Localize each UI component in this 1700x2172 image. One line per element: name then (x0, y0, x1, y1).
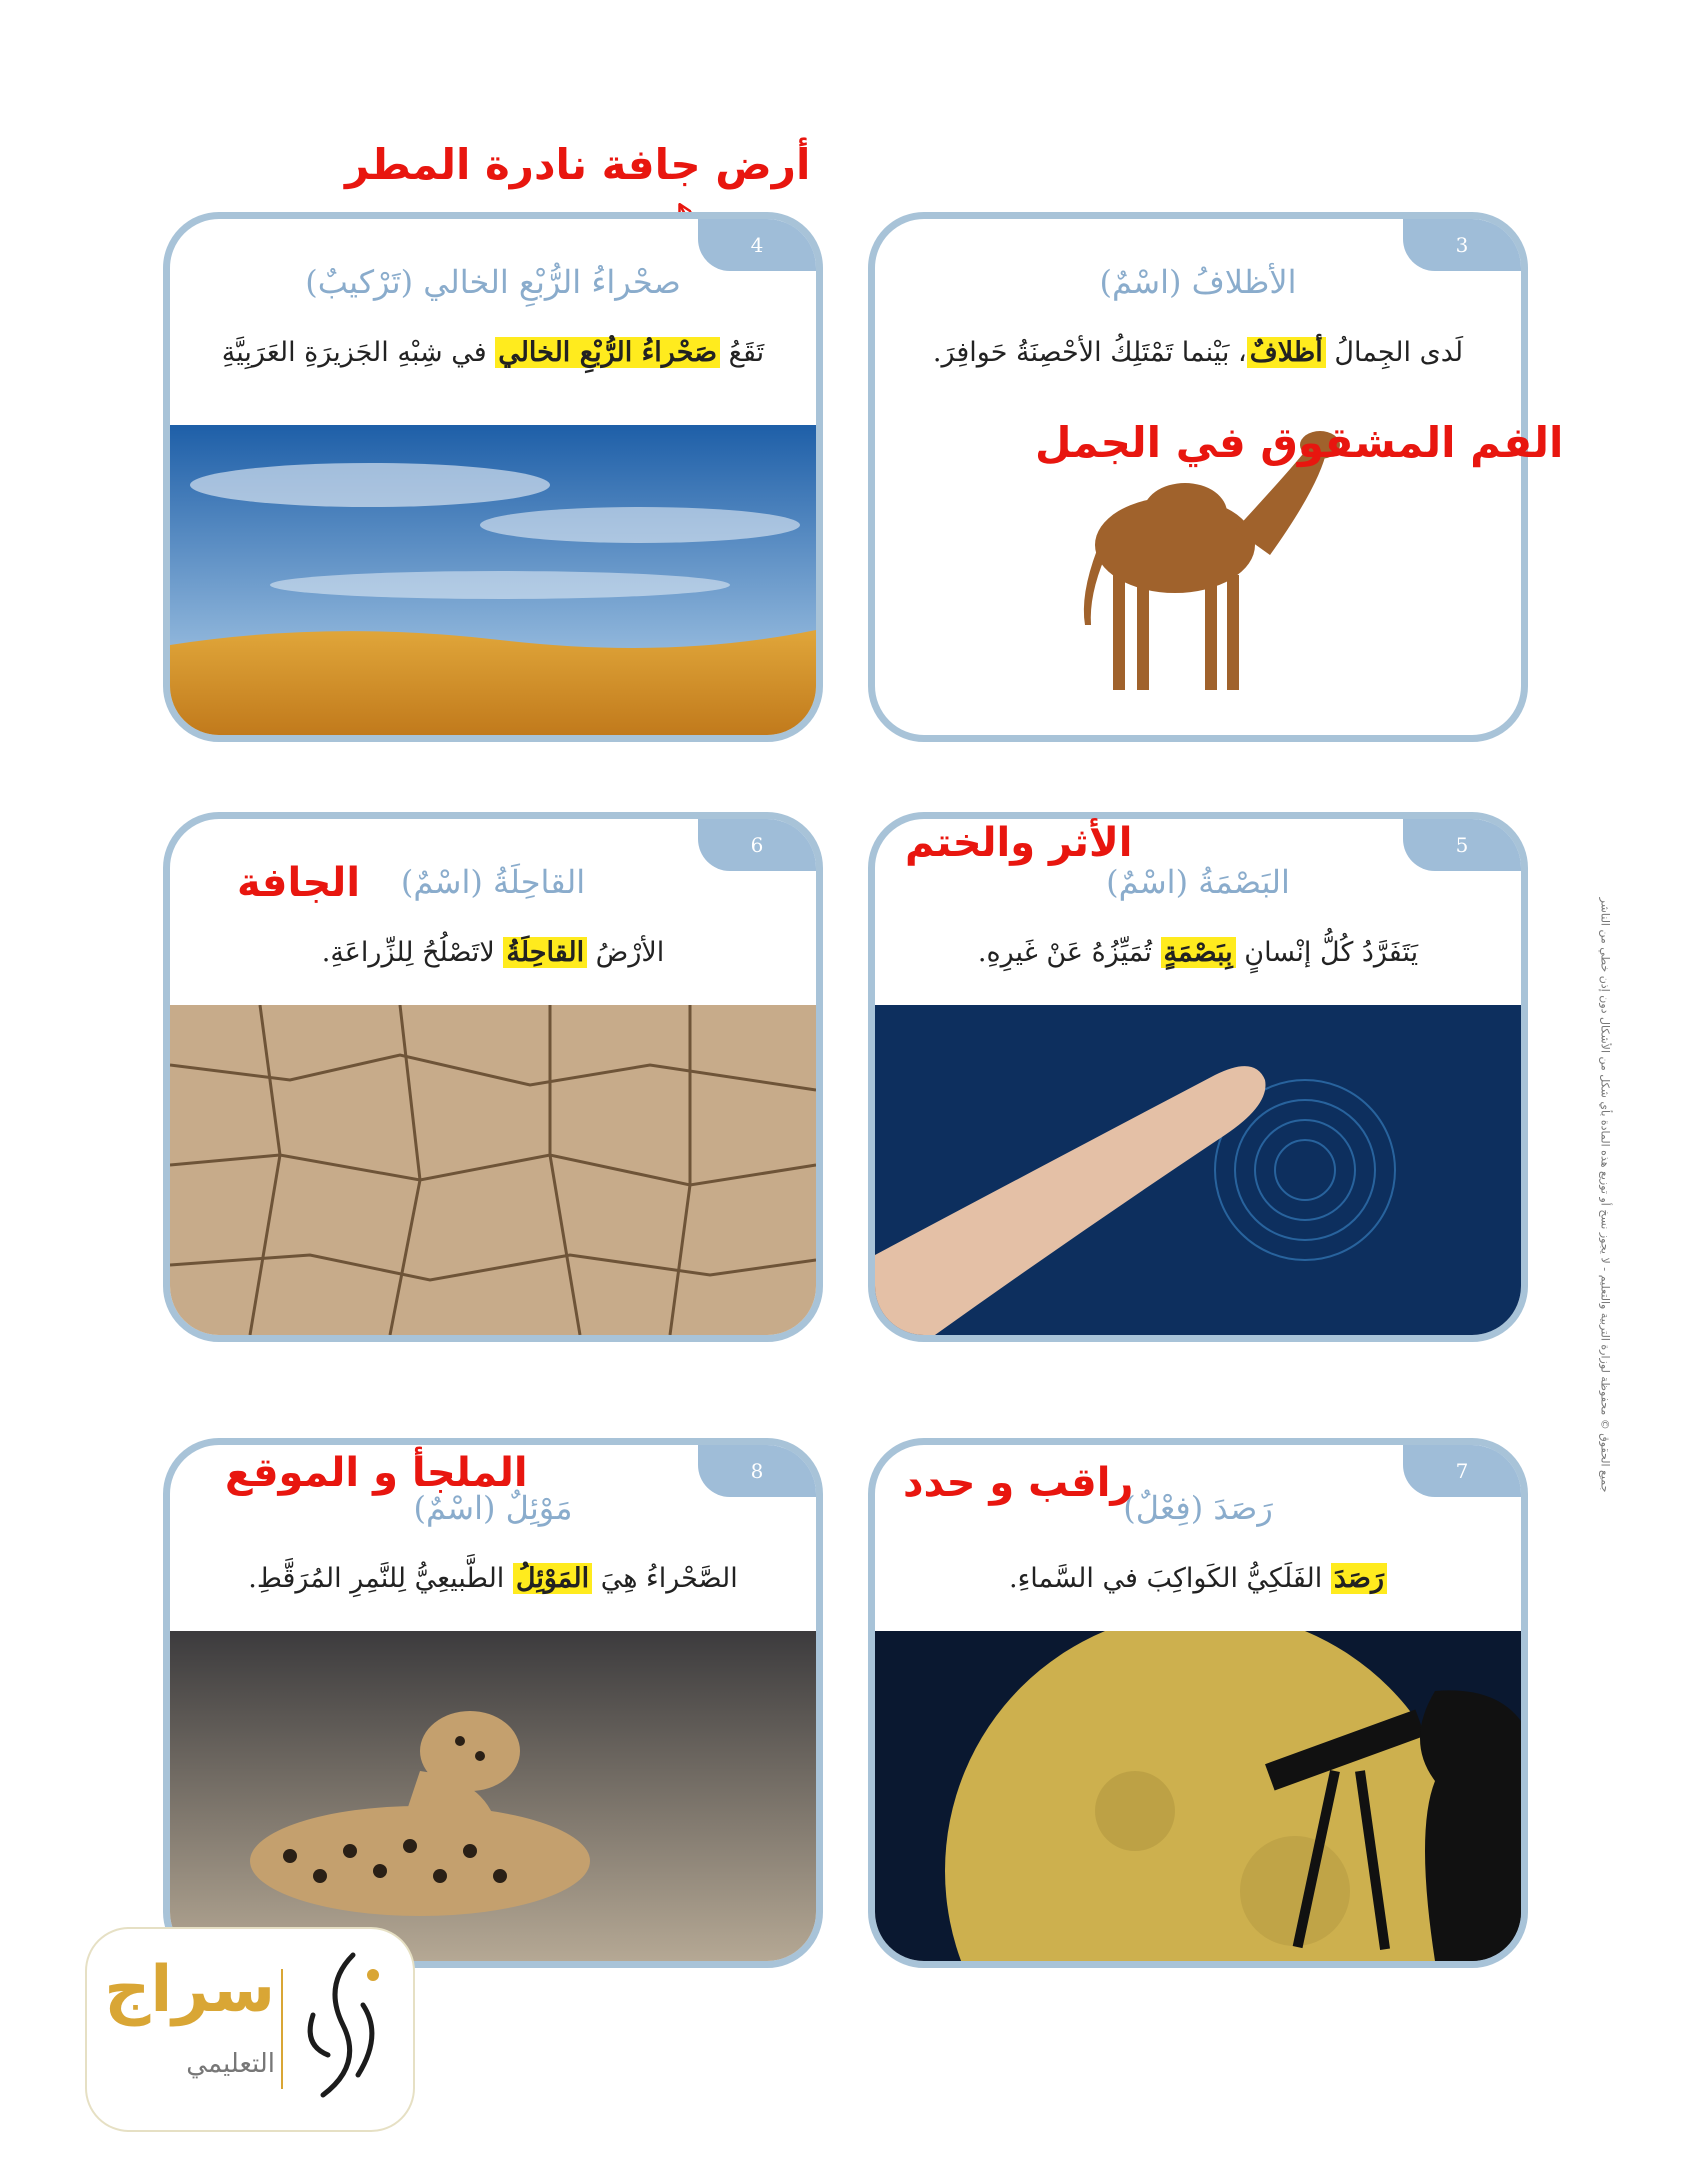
card-title: القاحِلَةُ (اسْمٌ) (400, 863, 586, 901)
card-number: 8 (698, 1445, 816, 1497)
card-sentence: الصَّحْراءُ هِيَ المَوْئِلُ الطَّبيعِيُّ لِلنَّمِرِ المُرَقَّطِ. (248, 1563, 738, 1594)
card-title: رَصَدَ (فِعْلٌ) (1123, 1489, 1273, 1527)
annotation-camel: الفم المشقوق في الجمل (1035, 418, 1564, 467)
desert-photo (170, 425, 816, 735)
logo-name: سراج (104, 1953, 275, 2027)
card-title: مَوْئِلٌ (اسْمٌ) (413, 1489, 573, 1527)
annotation-observe: راقب و حدد (903, 1460, 1134, 1506)
card-sentence: يَتَفَرَّدُ كُلُّ إنْسانٍ بِبَصْمَةٍ تُمَيِّزُهُ عَنْ غَيرِهِ. (977, 937, 1419, 968)
card-sentence: تَقَعُ صَحْراءُ الرُّبْعِ الخالي في شِبْهِ الجَزيرَةِ العَرَبِيَّةِ (221, 337, 765, 368)
copyright-side-text: جميع الحقوق © محفوظة لوزارة التربية والتعليم - لا يجوز نسخ أو توزيع هذه المادة بأي شكل من الأشكال دون إذن خطي من الناشر (1598, 897, 1612, 1493)
camel-photo (875, 425, 1521, 705)
card-number: 5 (1403, 819, 1521, 871)
highlighted-word: بِبَصْمَةٍ (1161, 937, 1236, 968)
siraj-logo (85, 1927, 415, 2132)
card-sentence: رَصَدَ الفَلَكِيُّ الكَواكِبَ في السَّماءِ. (895, 1563, 1501, 1594)
card-title: الأظلافُ (اسْمٌ) (1099, 263, 1297, 301)
vocab-card-7 (868, 1438, 1528, 1968)
telescope-moon-photo (875, 1631, 1521, 1961)
vocab-card-4 (163, 212, 823, 742)
siraj-logo-mark (283, 1945, 403, 2115)
leopard-photo (170, 1631, 816, 1961)
annotation-habitat: الملجأ و الموقع (225, 1450, 528, 1496)
vocab-card-3 (868, 212, 1528, 742)
highlighted-word: المَوْئِلُ (513, 1563, 592, 1594)
card-sentence: الأرْضُ القاحِلَةُ لاتَصْلُحُ لِلزِّراعَةِ. (321, 937, 665, 968)
annotation-dry: الجافة (237, 860, 361, 906)
logo-divider (281, 1969, 283, 2089)
highlighted-word: صَحْراءُ الرُّبْعِ الخالي (495, 337, 720, 368)
card-title: البَصْمَةُ (اسْمٌ) (1106, 863, 1290, 901)
card-number: 6 (698, 819, 816, 871)
cracked-earth-photo (170, 1005, 816, 1335)
highlighted-word: أظلافٌ (1247, 337, 1326, 368)
highlighted-word: رَصَدَ (1331, 1563, 1387, 1594)
card-number: 4 (698, 219, 816, 271)
vocab-card-5 (868, 812, 1528, 1342)
card-title: صحْراءُ الرُّبْعِ الخالي (تَرْكيبٌ) (305, 263, 681, 301)
fingerprint-photo (875, 1005, 1521, 1335)
card-number: 3 (1403, 219, 1521, 271)
annotation-fingerprint: الأثر والختم (905, 820, 1133, 866)
annotation-desert: أرض جافة نادرة المطر (345, 140, 811, 189)
card-sentence: لَدى الجِمالُ أظلافٌ، بَيْنما تَمْتَلِكُ الأحْصِنَةُ حَوافِرَ. (932, 337, 1464, 368)
vocab-card-8 (163, 1438, 823, 1968)
card-number: 7 (1403, 1445, 1521, 1497)
highlighted-word: القاحِلَةُ (503, 937, 587, 968)
logo-subtitle: التعليمي (186, 2049, 275, 2079)
